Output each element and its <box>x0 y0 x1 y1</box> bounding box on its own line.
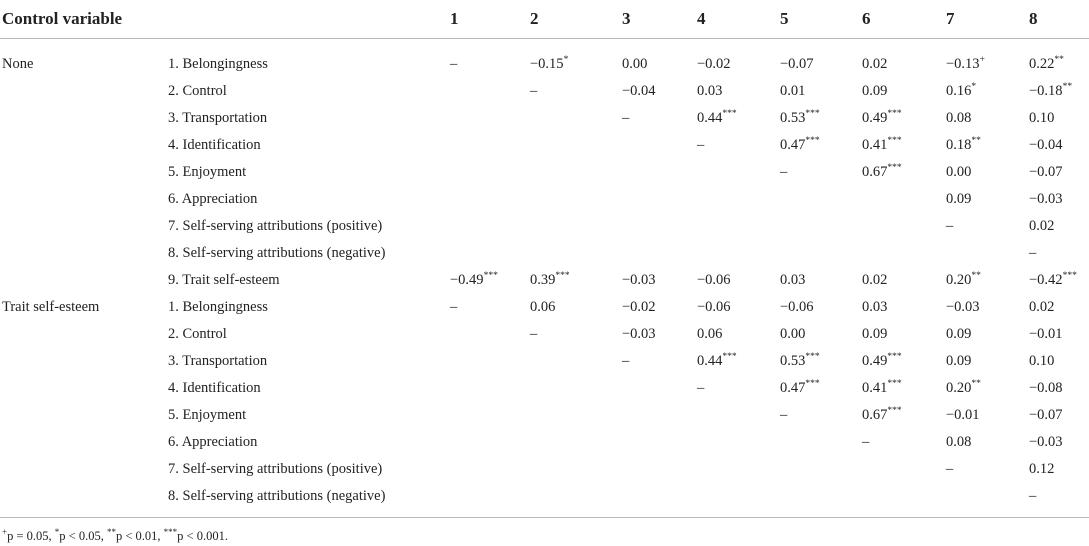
correlation-cell <box>862 483 946 510</box>
footnote: +p = 0.05, *p < 0.05, **p < 0.01, ***p < 0.001. <box>2 527 228 544</box>
correlation-cell: 0.20** <box>946 271 981 288</box>
table-row <box>0 348 1089 375</box>
correlation-cell: 0.20** <box>946 379 981 396</box>
header-control-variable: Control variable <box>2 9 123 28</box>
variable-name-cell: 4. Identification <box>168 380 261 396</box>
control-variable-cell: None <box>2 56 34 72</box>
header-col-5: 5 <box>780 9 789 28</box>
correlation-cell <box>530 132 622 159</box>
correlation-cell: 0.18** <box>946 136 981 153</box>
significance-marker: ** <box>971 136 981 147</box>
table-row <box>0 132 1089 159</box>
correlation-cell: 0.10 <box>1029 353 1055 369</box>
correlation-cell <box>450 456 530 483</box>
correlation-cell: −0.08 <box>1029 380 1063 396</box>
correlation-cell: 0.02 <box>862 272 888 288</box>
correlation-cell <box>780 240 862 267</box>
correlation-cell: 0.67*** <box>862 406 902 423</box>
correlation-cell <box>697 159 780 186</box>
correlation-cell: 0.00 <box>946 164 972 180</box>
correlation-cell: – <box>780 164 788 180</box>
correlation-cell: 0.10 <box>1029 110 1055 126</box>
correlation-cell <box>697 456 780 483</box>
correlation-cell: – <box>946 218 954 234</box>
correlation-cell: – <box>697 380 705 396</box>
footnote-marker: ** <box>106 527 116 537</box>
correlation-cell: −0.03 <box>622 272 656 288</box>
correlation-cell <box>450 105 530 132</box>
correlation-cell <box>697 186 780 213</box>
correlation-cell <box>530 348 622 375</box>
correlation-cell <box>450 132 530 159</box>
correlation-cell: 0.39*** <box>530 271 570 288</box>
correlation-cell: 0.49*** <box>862 109 902 126</box>
header-col-7: 7 <box>946 9 955 28</box>
correlation-cell: 0.06 <box>530 299 556 315</box>
variable-name-cell: 5. Enjoyment <box>168 164 247 180</box>
correlation-cell: 0.41*** <box>862 136 902 153</box>
correlation-cell <box>530 105 622 132</box>
correlation-cell: – <box>622 353 630 369</box>
correlation-cell: −0.07 <box>1029 407 1063 423</box>
correlation-cell <box>622 483 697 510</box>
correlation-cell <box>780 186 862 213</box>
control-variable-cell <box>0 159 168 186</box>
correlation-cell <box>450 483 530 510</box>
correlation-cell <box>530 456 622 483</box>
variable-name-cell: 2. Control <box>168 326 227 342</box>
correlation-cell <box>862 186 946 213</box>
significance-marker: *** <box>722 352 737 363</box>
correlation-cell: 0.03 <box>780 272 806 288</box>
correlation-cell: – <box>697 137 705 153</box>
correlation-cell <box>780 456 862 483</box>
correlation-cell: −0.03 <box>622 326 656 342</box>
correlation-cell: – <box>450 56 458 72</box>
control-variable-cell: Trait self-esteem <box>2 299 100 315</box>
correlation-cell <box>697 240 780 267</box>
correlation-cell <box>697 429 780 456</box>
correlation-cell: −0.01 <box>1029 326 1063 342</box>
table-row <box>0 321 1089 348</box>
correlation-cell: 0.01 <box>780 83 806 99</box>
significance-marker: *** <box>805 379 820 390</box>
correlation-cell: 0.44*** <box>697 352 737 369</box>
table-row <box>0 159 1089 186</box>
correlation-cell: 0.00 <box>622 56 648 72</box>
correlation-cell <box>622 186 697 213</box>
control-variable-cell <box>0 429 168 456</box>
variable-name-cell: 2. Control <box>168 83 227 99</box>
correlation-cell: −0.07 <box>1029 164 1063 180</box>
correlation-cell: – <box>946 461 954 477</box>
correlation-cell: −0.03 <box>1029 191 1063 207</box>
correlation-cell: −0.07 <box>780 56 814 72</box>
footnote-marker: *** <box>163 527 178 537</box>
header-col-6: 6 <box>862 9 871 28</box>
variable-name-cell: 5. Enjoyment <box>168 407 247 423</box>
correlation-cell: 0.00 <box>780 326 806 342</box>
correlation-cell: 0.08 <box>946 434 972 450</box>
correlation-cell <box>946 240 1029 267</box>
correlation-cell <box>450 240 530 267</box>
significance-marker: *** <box>887 379 902 390</box>
correlation-cell: −0.18** <box>1029 82 1073 99</box>
significance-marker: ** <box>971 271 981 282</box>
header-variable <box>168 0 450 39</box>
table-header <box>0 0 1089 39</box>
correlation-cell <box>530 375 622 402</box>
significance-marker: *** <box>887 109 902 120</box>
significance-marker: * <box>971 82 977 93</box>
correlation-cell <box>450 348 530 375</box>
significance-marker: *** <box>887 352 902 363</box>
correlation-cell: 0.47*** <box>780 136 820 153</box>
control-variable-cell <box>0 105 168 132</box>
correlation-cell: −0.06 <box>780 299 814 315</box>
variable-name-cell: 8. Self-serving attributions (negative) <box>168 488 386 504</box>
control-variable-cell <box>0 186 168 213</box>
significance-marker: *** <box>805 136 820 147</box>
correlation-cell <box>622 213 697 240</box>
table-row <box>0 402 1089 429</box>
correlation-cell: 0.47*** <box>780 379 820 396</box>
header-col-4: 4 <box>697 9 706 28</box>
correlation-cell <box>450 429 530 456</box>
correlation-cell: 0.09 <box>862 326 888 342</box>
correlation-cell: 0.53*** <box>780 109 820 126</box>
correlation-cell: −0.15* <box>530 55 569 72</box>
correlation-cell <box>530 429 622 456</box>
control-variable-cell <box>0 456 168 483</box>
correlation-cell: −0.03 <box>1029 434 1063 450</box>
correlation-cell: 0.03 <box>697 83 723 99</box>
correlation-cell <box>530 483 622 510</box>
correlation-cell: 0.22** <box>1029 55 1064 72</box>
variable-name-cell: 6. Appreciation <box>168 434 258 450</box>
correlation-cell: 0.03 <box>862 299 888 315</box>
table-row <box>0 39 1089 79</box>
correlation-cell: 0.09 <box>946 353 972 369</box>
correlation-cell: 0.09 <box>946 191 972 207</box>
variable-name-cell: 9. Trait self-esteem <box>168 272 280 288</box>
variable-name-cell: 3. Transportation <box>168 110 268 126</box>
control-variable-cell <box>0 402 168 429</box>
correlation-cell: −0.13+ <box>946 55 985 72</box>
correlation-cell <box>530 213 622 240</box>
correlation-cell <box>530 186 622 213</box>
correlation-cell: – <box>530 83 538 99</box>
variable-name-cell: 4. Identification <box>168 137 261 153</box>
correlation-cell: 0.44*** <box>697 109 737 126</box>
correlation-cell <box>862 456 946 483</box>
control-variable-cell <box>0 267 168 294</box>
significance-marker: + <box>979 55 985 66</box>
table-row <box>0 294 1089 321</box>
significance-marker: *** <box>555 271 570 282</box>
footnote-marker: * <box>54 527 60 537</box>
correlation-cell <box>622 456 697 483</box>
significance-marker: *** <box>722 109 737 120</box>
correlation-cell: −0.04 <box>622 83 656 99</box>
correlation-cell <box>450 321 530 348</box>
footnote-divider <box>0 517 1089 518</box>
correlation-cell: −0.02 <box>622 299 656 315</box>
correlation-cell: 0.02 <box>1029 299 1055 315</box>
correlation-cell: 0.53*** <box>780 352 820 369</box>
correlation-cell: 0.12 <box>1029 461 1055 477</box>
table-row <box>0 375 1089 402</box>
correlation-cell: 0.09 <box>862 83 888 99</box>
correlation-cell <box>450 375 530 402</box>
correlation-cell <box>697 483 780 510</box>
variable-name-cell: 7. Self-serving attributions (positive) <box>168 461 383 477</box>
correlation-cell <box>450 213 530 240</box>
correlation-cell <box>450 402 530 429</box>
correlation-cell <box>450 159 530 186</box>
correlation-cell: −0.42*** <box>1029 271 1077 288</box>
significance-marker: * <box>563 55 569 66</box>
table-row <box>0 483 1089 510</box>
correlation-cell: 0.06 <box>697 326 723 342</box>
correlation-cell <box>697 213 780 240</box>
control-variable-cell <box>0 483 168 510</box>
variable-name-cell: 8. Self-serving attributions (negative) <box>168 245 386 261</box>
control-variable-cell <box>0 78 168 105</box>
correlation-cell <box>622 132 697 159</box>
correlation-cell <box>697 402 780 429</box>
correlation-cell: −0.04 <box>1029 137 1063 153</box>
control-variable-cell <box>0 213 168 240</box>
correlation-cell <box>946 483 1029 510</box>
correlation-cell: 0.02 <box>1029 218 1055 234</box>
correlation-cell <box>530 159 622 186</box>
correlation-cell: 0.41*** <box>862 379 902 396</box>
table-row <box>0 78 1089 105</box>
correlation-cell <box>780 483 862 510</box>
correlation-cell <box>622 375 697 402</box>
correlation-cell: 0.02 <box>862 56 888 72</box>
control-variable-cell <box>0 348 168 375</box>
correlation-cell <box>862 213 946 240</box>
correlation-cell: – <box>1029 245 1037 261</box>
table-row <box>0 186 1089 213</box>
correlation-cell: −0.49*** <box>450 271 498 288</box>
variable-name-cell: 6. Appreciation <box>168 191 258 207</box>
significance-marker: *** <box>887 406 902 417</box>
table-row <box>0 213 1089 240</box>
correlation-cell: 0.49*** <box>862 352 902 369</box>
correlation-cell: – <box>622 110 630 126</box>
significance-marker: *** <box>483 271 498 282</box>
correlation-cell <box>862 240 946 267</box>
correlation-cell <box>780 213 862 240</box>
significance-marker: ** <box>971 379 981 390</box>
correlation-cell: – <box>862 434 870 450</box>
correlation-cell: 0.09 <box>946 326 972 342</box>
significance-marker: *** <box>887 163 902 174</box>
variable-name-cell: 1. Belongingness <box>168 56 268 72</box>
table-row <box>0 267 1089 294</box>
table-body <box>0 39 1089 511</box>
correlation-cell: −0.06 <box>697 299 731 315</box>
variable-name-cell: 7. Self-serving attributions (positive) <box>168 218 383 234</box>
header-col-8: 8 <box>1029 9 1038 28</box>
variable-name-cell: 1. Belongingness <box>168 299 268 315</box>
correlation-cell <box>780 429 862 456</box>
footnote-marker: + <box>2 527 8 537</box>
table-row <box>0 456 1089 483</box>
significance-marker: *** <box>887 136 902 147</box>
control-variable-cell <box>0 240 168 267</box>
significance-marker: *** <box>805 352 820 363</box>
header-row <box>0 0 1089 39</box>
correlation-cell: −0.02 <box>697 56 731 72</box>
table-row <box>0 240 1089 267</box>
table-row <box>0 429 1089 456</box>
correlation-cell <box>622 159 697 186</box>
significance-marker: ** <box>1054 55 1064 66</box>
variable-name-cell: 3. Transportation <box>168 353 268 369</box>
correlation-cell: – <box>530 326 538 342</box>
control-variable-cell <box>0 321 168 348</box>
correlation-cell <box>530 240 622 267</box>
significance-marker: *** <box>805 109 820 120</box>
correlation-cell: −0.01 <box>946 407 980 423</box>
correlation-cell: 0.08 <box>946 110 972 126</box>
correlation-cell <box>622 240 697 267</box>
table-row <box>0 105 1089 132</box>
header-col-1: 1 <box>450 9 459 28</box>
correlation-cell: −0.03 <box>946 299 980 315</box>
correlation-cell <box>450 186 530 213</box>
correlation-cell: 0.67*** <box>862 163 902 180</box>
header-col-2: 2 <box>530 9 539 28</box>
significance-marker: ** <box>1062 82 1073 93</box>
control-variable-cell <box>0 375 168 402</box>
correlation-cell <box>622 402 697 429</box>
correlation-cell: −0.06 <box>697 272 731 288</box>
correlation-cell: 0.16* <box>946 82 977 99</box>
correlation-cell <box>450 78 530 105</box>
significance-marker: *** <box>1062 271 1077 282</box>
correlation-cell: – <box>1029 488 1037 504</box>
correlation-cell <box>622 429 697 456</box>
control-variable-cell <box>0 132 168 159</box>
header-col-3: 3 <box>622 9 631 28</box>
correlation-cell <box>530 402 622 429</box>
correlation-cell: – <box>780 407 788 423</box>
correlation-cell: – <box>450 299 458 315</box>
